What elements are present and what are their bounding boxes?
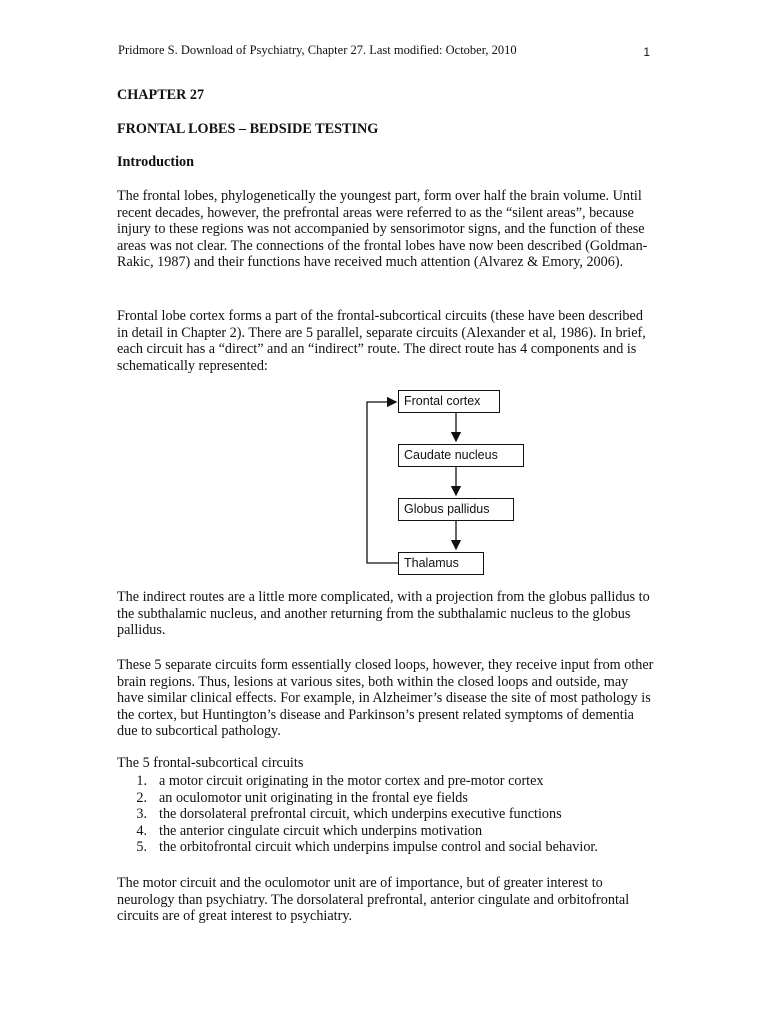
list-item-number: 5. bbox=[136, 839, 147, 856]
node-globus-pallidus: Globus pallidus bbox=[398, 498, 514, 521]
list-item-number: 3. bbox=[136, 806, 147, 823]
list-item bbox=[117, 823, 657, 840]
circuits-list bbox=[117, 773, 657, 856]
list-item-number: 1. bbox=[136, 773, 147, 789]
list-item bbox=[117, 773, 657, 790]
list-item-number: 2. bbox=[136, 789, 147, 806]
direct-route-diagram bbox=[362, 386, 532, 580]
node-frontal-cortex: Frontal cortex bbox=[398, 390, 500, 413]
list-item-number: 4. bbox=[136, 822, 147, 839]
list-item-text: a motor circuit originating in the motor cortex and pre-motor cortex bbox=[159, 773, 544, 789]
chapter-title: FRONTAL LOBES – BEDSIDE TESTING bbox=[117, 121, 379, 137]
list-item-text: the orbitofrontal circuit which underpins impulse control and social behavior. bbox=[159, 839, 598, 856]
feedback-loop-thalamus-to-frontal bbox=[367, 402, 400, 563]
node-caudate-nucleus: Caudate nucleus bbox=[398, 444, 524, 467]
paragraph-closed-loops: These 5 separate circuits form essentially closed loops, however, they receive input from other brain regions. Thus, lesions at various sites, both within the closed loops and outside, may have similar clinical effects. For example, in Alzheimer’s disease the site of most pathology is the cortex, but Huntington’s disease and Parkinson’s present related symptoms of dementia due to subcortical pathology. bbox=[117, 657, 654, 740]
list-intro: The 5 frontal-subcortical circuits bbox=[117, 755, 304, 771]
diagram-connectors bbox=[362, 386, 532, 580]
list-item bbox=[117, 806, 657, 823]
paragraph-indirect-routes: The indirect routes are a little more complicated, with a projection from the globus pallidus to the subthalamic nucleus, and another returning from the subthalamic nucleus to the globus pallidus. bbox=[117, 589, 650, 639]
list-item-text: an oculomotor unit originating in the frontal eye fields bbox=[159, 789, 468, 806]
section-heading-introduction: Introduction bbox=[117, 154, 194, 170]
list-item-text: the dorsolateral prefrontal circuit, which underpins executive functions bbox=[159, 806, 562, 823]
page-number: 1 bbox=[643, 45, 650, 59]
chapter-heading: CHAPTER 27 bbox=[117, 87, 205, 103]
list-item bbox=[117, 839, 657, 856]
paragraph-frontal-lobes-intro: The frontal lobes, phylogenetically the youngest part, form over half the brain volume. Until recent decades, however, the prefrontal areas were referred to as the “silent areas”, because injury to these regions was not accompanied by sensorimotor signs, and the function of these areas was not clear. The connections of the frontal lobes have now been described (Goldman-Rakic, 1987) and their functions have received much attention (Alvarez & Emory, 2006). bbox=[117, 188, 648, 271]
list-item bbox=[117, 790, 657, 807]
running-header: Pridmore S. Download of Psychiatry, Chapter 27. Last modified: October, 2010 bbox=[118, 43, 517, 57]
paragraph-psychiatry-interest: The motor circuit and the oculomotor unit are of importance, but of greater interest to neurology than psychiatry. The dorsolateral prefrontal, anterior cingulate and orbitofrontal circuits are of great interest to psychiatry. bbox=[117, 875, 630, 925]
list-item-text: the anterior cingulate circuit which underpins motivation bbox=[159, 822, 483, 839]
paragraph-frontal-subcortical-circuits: Frontal lobe cortex forms a part of the frontal-subcortical circuits (these have been described in detail in Chapter 2). There are 5 parallel, separate circuits (Alexander et al, 1986). In brief, each circuit has a “direct” and an “indirect” route. The direct route has 4 components and is schematically represented: bbox=[117, 308, 646, 374]
node-thalamus: Thalamus bbox=[398, 552, 484, 575]
